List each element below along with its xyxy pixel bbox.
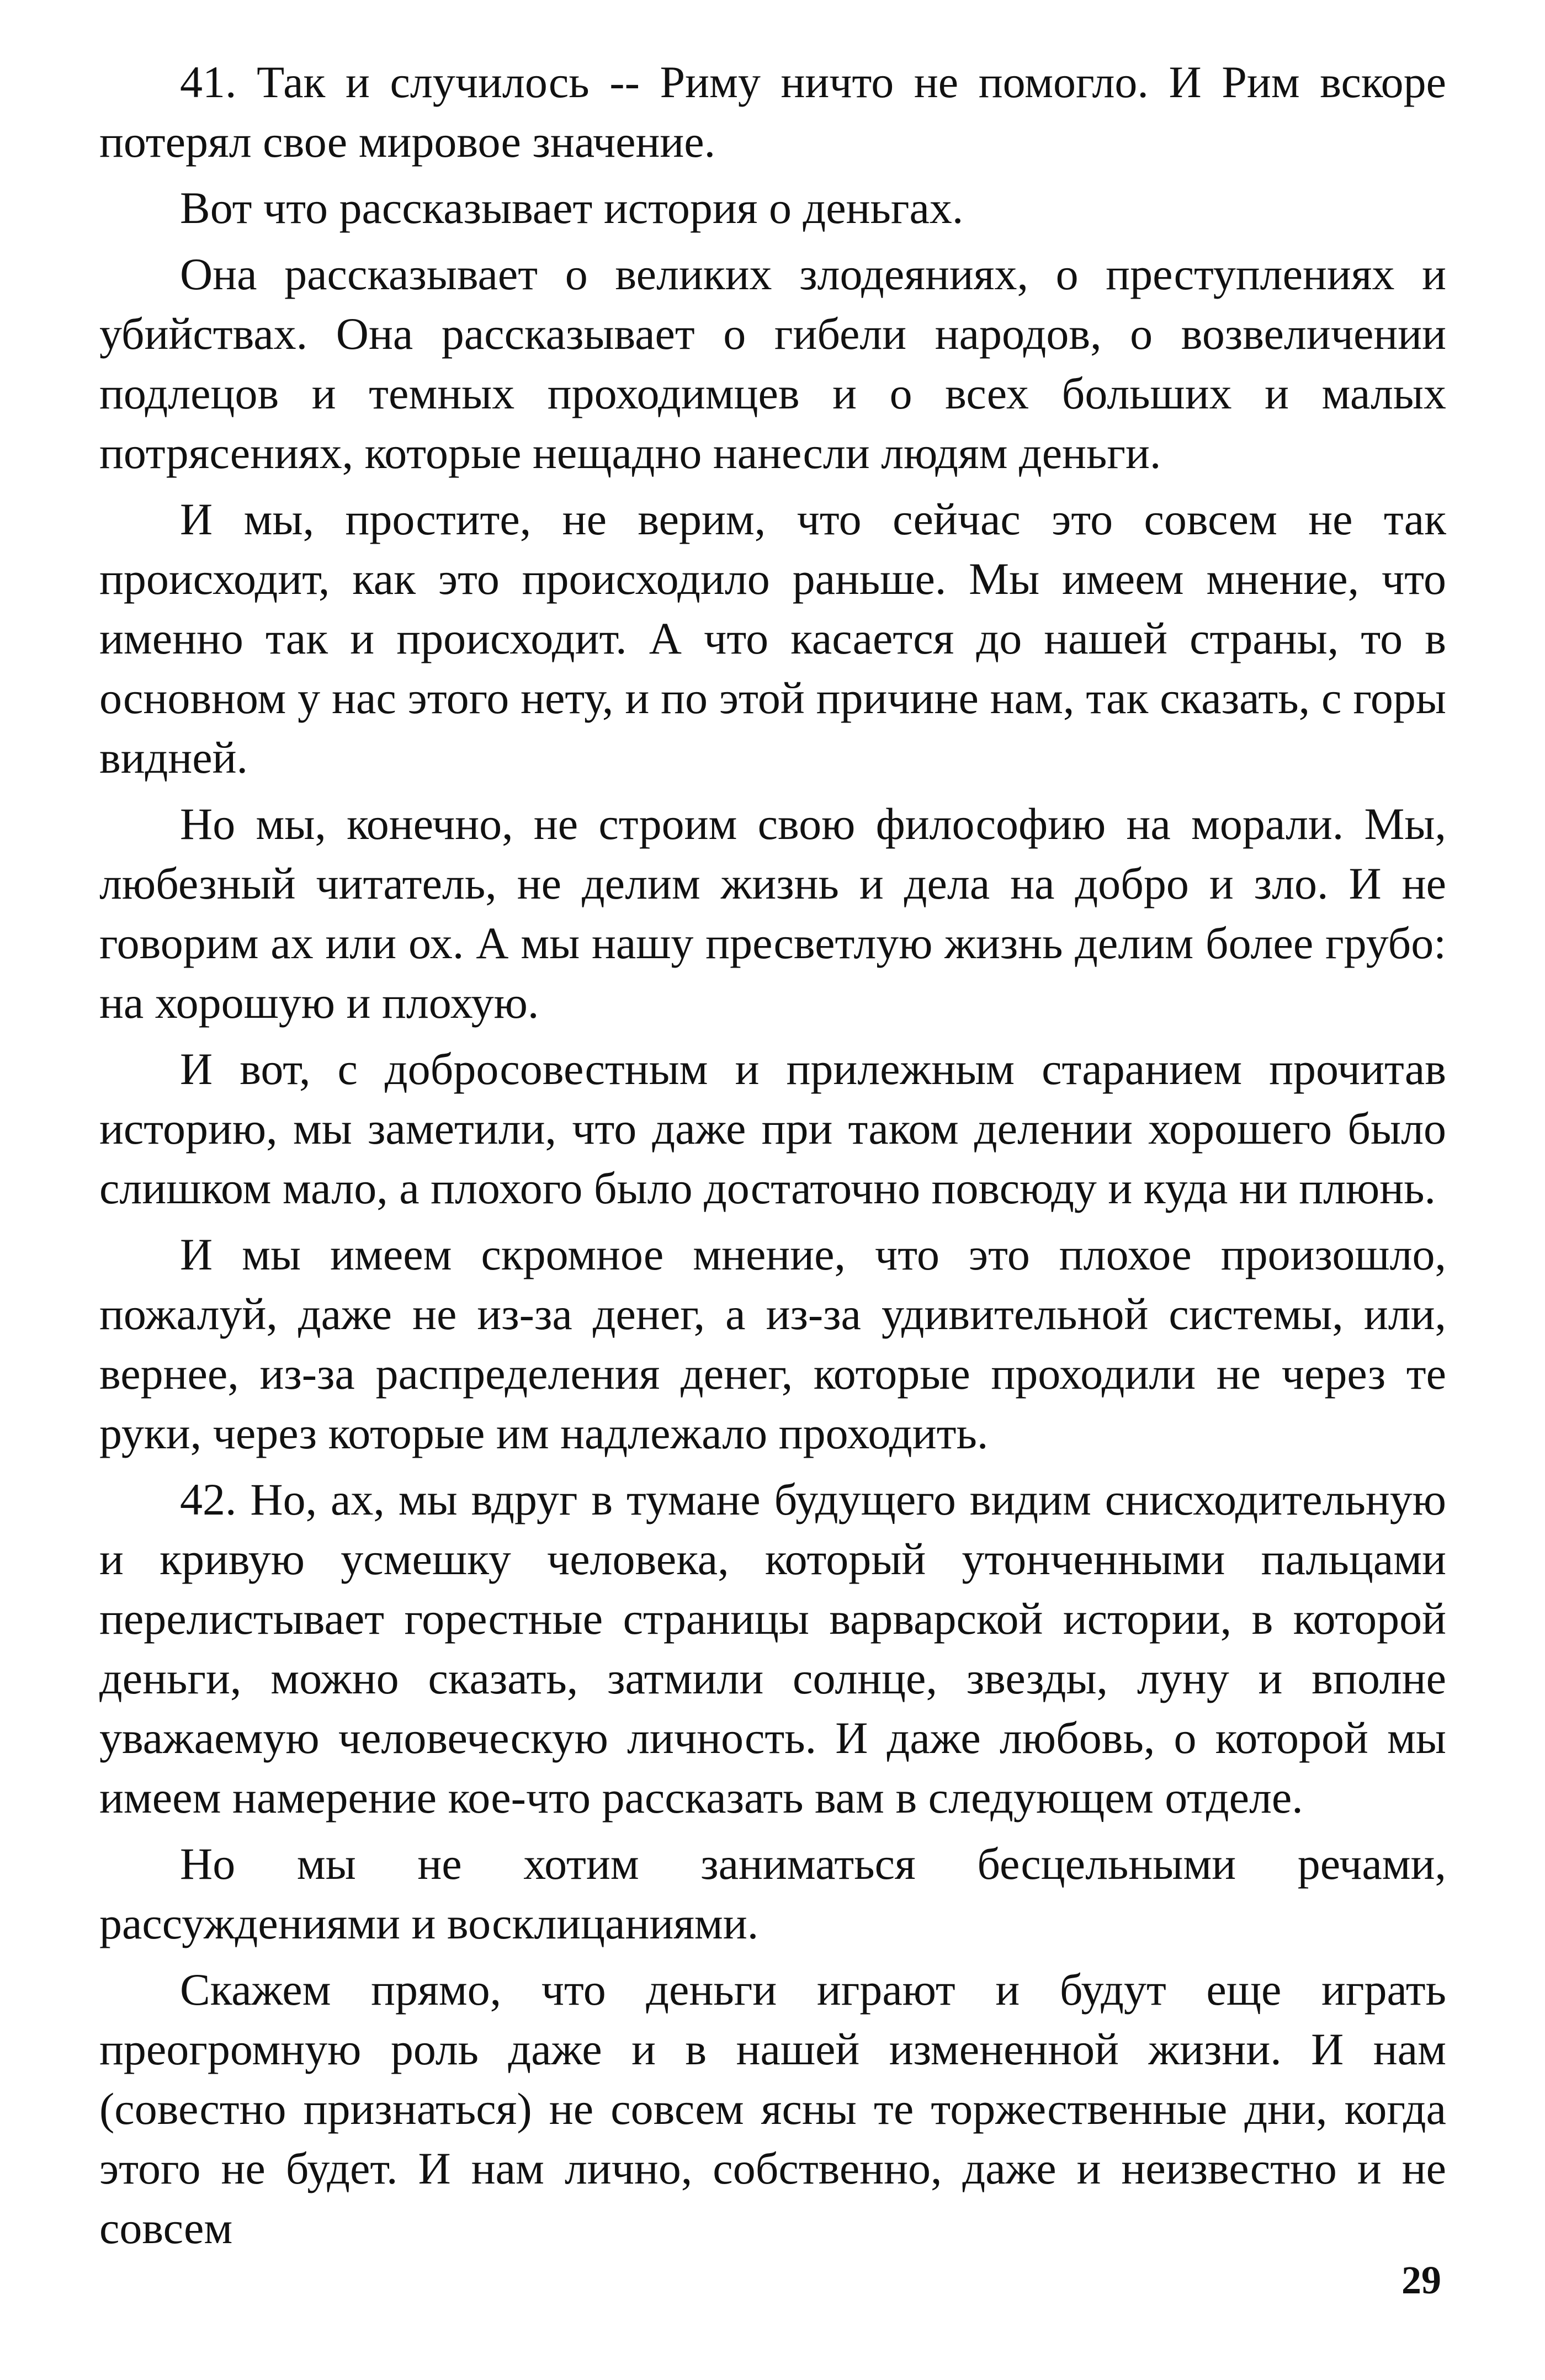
paragraph-41-rome: 41. Так и случилось -- Риму ничто не помогло. И Рим вскоре потерял свое мировое значение. (99, 57, 1446, 167)
page-number: 29 (1401, 2258, 1441, 2302)
paragraph-history-of-money: Вот что рассказывает история о деньгах. (180, 183, 964, 233)
paragraph-money-plays-role: Скажем прямо, что деньги играют и будут еще играть преогромную роль даже и в нашей измененной жизни. И нам (совестно признаться) не совсем ясны те торжественные дни, когда этого не будет. И нам лично, собственно, даже и неизвестно и не совсем (99, 1964, 1446, 2253)
page-body (99, 52, 1446, 2265)
paragraph-aimless-speeches: Но мы не хотим заниматься бесцельными речами, рассуждениями и восклицаниями. (99, 1839, 1446, 1948)
paragraph-reading-history: И вот, с добросовестным и прилежным старанием прочитав историю, мы заметили, что даже при таком делении хорошего было слишком мало, а плохого было достаточно повсюду и куда ни плюнь. (99, 1044, 1446, 1213)
paragraph-philosophy-morals: Но мы, конечно, не строим свою философию на морали. Мы, любезный читатель, не делим жизнь и дела на добро и зло. И не говорим ах или ох. А мы нашу пресветлую жизнь делим более грубо: на хорошую и плохую. (99, 799, 1446, 1028)
paragraph-modest-opinion: И мы имеем скромное мнение, что это плохое произошло, пожалуй, даже не из-за денег, а из-за удивительной системы, или, вернее, из-за распределения денег, которые проходили не через те руки, через которые им надлежало проходить. (99, 1229, 1446, 1458)
paragraph-we-do-not-believe: И мы, простите, не верим, что сейчас это совсем не так происходит, как это происходило раньше. Мы имеем мнение, что именно так и происходит. А что касается до нашей страны, то в основном у нас этого нету, и по этой причине нам, так сказать, с горы видней. (99, 494, 1446, 783)
paragraph-42-future: 42. Но, ах, мы вдруг в тумане будущего видим снисходительную и кривую усмешку человека, который утонченными пальцами перелистывает горестные страницы варварской истории, в которой деньги, можно сказать, затмили солнце, звезды, луну и вполне уважаемую человеческую личность. И даже любовь, о которой мы имеем намерение кое-что рассказать вам в следующем отделе. (99, 1474, 1446, 1823)
paragraph-villainies: Она рассказывает о великих злодеяниях, о преступлениях и убийствах. Она рассказывает о гибели народов, о возвеличении подлецов и темных проходимцев и о всех больших и малых потрясениях, которые нещадно нанесли людям деньги. (99, 249, 1446, 478)
